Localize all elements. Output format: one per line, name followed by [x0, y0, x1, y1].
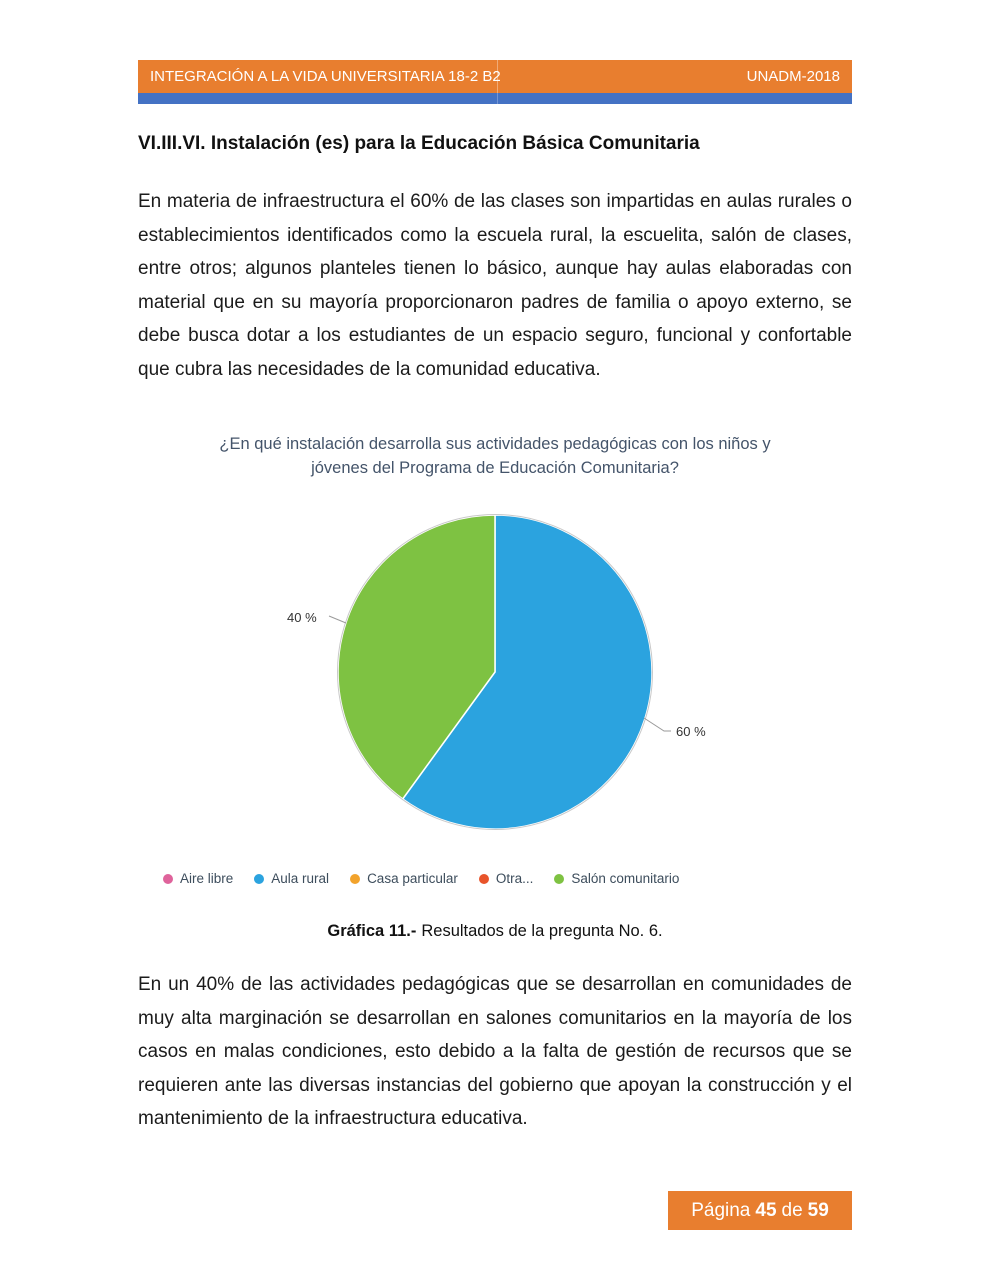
header-left-title: INTEGRACIÓN A LA VIDA UNIVERSITARIA 18-2 B2 [150, 68, 501, 85]
header-right-title: UNADM-2018 [746, 68, 840, 85]
pie-label-40: 40 % [287, 610, 317, 625]
figure-caption [138, 922, 852, 941]
header-accent-bar [138, 93, 852, 104]
legend-swatch-icon [350, 874, 360, 884]
pie-chart [138, 500, 852, 845]
legend-item-4 [554, 871, 679, 886]
chart-legend [138, 871, 852, 886]
legend-swatch-icon [554, 874, 564, 884]
legend-item-1 [254, 871, 329, 886]
leader-line-60 [644, 718, 671, 731]
header-cell-divider [497, 60, 498, 93]
legend-label: Casa particular [367, 871, 458, 886]
caption-text: Resultados de la pregunta No. 6. [421, 922, 663, 940]
chart-title: ¿En qué instalación desarrolla sus actividades pedagógicas con los niños y jóvenes del Programa de Educación Comunitaria? [219, 435, 771, 477]
section-heading: VI.III.VI. Instalación (es) para la Educación Básica Comunitaria [138, 133, 700, 154]
legend-label: Otra... [495, 871, 534, 886]
legend-swatch-icon [479, 874, 489, 884]
accent-cell-divider [497, 93, 498, 104]
page-number-badge [668, 1191, 852, 1230]
footer-current-page: 45 [755, 1199, 777, 1221]
pie-slices [338, 515, 652, 829]
legend-label: Aire libre [180, 871, 234, 886]
footer-separator: de [781, 1199, 803, 1221]
legend-item-2 [350, 871, 458, 886]
caption-label: Gráfica 11.- [327, 922, 417, 940]
footer-label: Página [691, 1199, 751, 1221]
legend-label: Salón comunitario [571, 871, 680, 886]
body-paragraph-2: En un 40% de las actividades pedagógicas que se desarrollan en comunidades de muy alta marginación se desarrollan en salones comunitarios en la mayoría de los casos en malas condiciones, esto debido a la falta de gestión de recursos que se requieren ante las diversas instancias del gobierno que apoyan la construcción y el mantenimiento de la infraestructura educativa. [138, 974, 852, 1129]
legend-item-3 [479, 871, 534, 886]
page-header [138, 60, 852, 93]
legend-item-0 [163, 871, 233, 886]
body-paragraph-1: En materia de infraestructura el 60% de las clases son impartidas en aulas rurales o establecimientos identificados como la escuela rural, la escuelita, salón de clases, entre otros; algunos planteles tienen lo básico, aunque hay aulas elaboradas con material que en su mayoría proporcionaron padres de familia o apoyo externo, se debe busca dotar a los estudiantes de un espacio seguro, funcional y confortable que cubra las necesidades de la comunidad educativa. [138, 191, 852, 380]
footer-total-pages: 59 [807, 1199, 829, 1221]
legend-swatch-icon [254, 874, 264, 884]
content-column [138, 0, 852, 1136]
leader-line-40 [329, 616, 346, 623]
legend-label: Aula rural [271, 871, 330, 886]
pie-label-60: 60 % [676, 724, 706, 739]
legend-swatch-icon [163, 874, 173, 884]
